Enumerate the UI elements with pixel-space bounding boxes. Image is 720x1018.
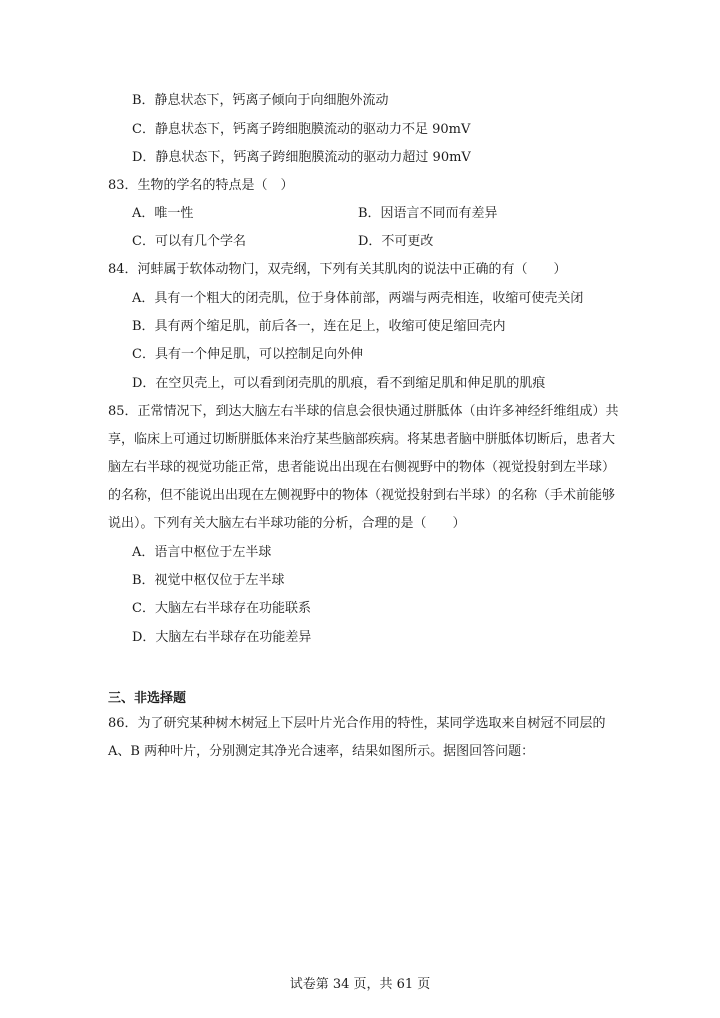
q84-option-a: A．具有一个粗大的闭壳肌，位于身体前部，两端与两壳相连，收缩可使壳关闭 bbox=[132, 291, 584, 306]
q85-option-b: B．视觉中枢仅位于左半球 bbox=[132, 573, 285, 588]
q85-stem-line-4: 的名称，但不能说出出现在左侧视野中的物体（视觉投射到右半球）的名称（手术前能够 bbox=[108, 488, 616, 503]
section-heading: 三、非选择题 bbox=[108, 691, 187, 706]
q85-option-d: D．大脑左右半球存在功能差异 bbox=[132, 630, 312, 645]
q86-stem-line-1: 86．为了研究某种树木树冠上下层叶片光合作用的特性，某同学选取来自树冠不同层的 bbox=[108, 716, 606, 731]
q85-option-a: A．语言中枢位于左半球 bbox=[132, 545, 272, 560]
page-footer: 试卷第 34 页，共 61 页 bbox=[289, 977, 431, 992]
q82-option-b: B．静息状态下，钙离子倾向于向细胞外流动 bbox=[132, 93, 389, 108]
q84-option-c: C．具有一个伸足肌，可以控制足向外伸 bbox=[132, 347, 363, 362]
q85-stem-line-2: 享，临床上可通过切断胼胝体来治疗某些脑部疾病。将某患者脑中胼胝体切断后，患者大 bbox=[108, 432, 616, 447]
q84-stem: 84．河蚌属于软体动物门，双壳纲，下列有关其肌肉的说法中正确的有（ ） bbox=[108, 262, 567, 277]
q83-option-a: A．唯一性 bbox=[132, 206, 194, 221]
q83-option-b: B．因语言不同而有差异 bbox=[358, 206, 498, 221]
q85-stem-line-3: 脑左右半球的视觉功能正常，患者能说出出现在右侧视野中的物体（视觉投射到左半球） bbox=[108, 460, 616, 475]
q83-option-d: D．不可更改 bbox=[358, 234, 434, 249]
q84-option-d: D．在空贝壳上，可以看到闭壳肌的肌痕，看不到缩足肌和伸足肌的肌痕 bbox=[132, 376, 546, 391]
q82-option-d: D．静息状态下，钙离子跨细胞膜流动的驱动力超过 90mV bbox=[132, 150, 471, 165]
q83-stem: 83．生物的学名的特点是（ ） bbox=[108, 178, 294, 193]
q83-option-c: C．可以有几个学名 bbox=[132, 234, 246, 249]
q84-option-b: B．具有两个缩足肌，前后各一，连在足上，收缩可使足缩回壳内 bbox=[132, 319, 506, 334]
q85-option-c: C．大脑左右半球存在功能联系 bbox=[132, 601, 311, 616]
q85-stem-line-5: 说出）。下列有关大脑左右半球功能的分析，合理的是（ ） bbox=[108, 516, 466, 531]
q85-stem-line-1: 85．正常情况下，到达大脑左右半球的信息会很快通过胼胝体（由许多神经纤维组成）共 bbox=[108, 404, 619, 419]
q86-stem-line-2: A、B 两种叶片，分别测定其净光合速率，结果如图所示。据图回答问题： bbox=[108, 744, 535, 759]
q82-option-c: C．静息状态下，钙离子跨细胞膜流动的驱动力不足 90mV bbox=[132, 122, 471, 137]
